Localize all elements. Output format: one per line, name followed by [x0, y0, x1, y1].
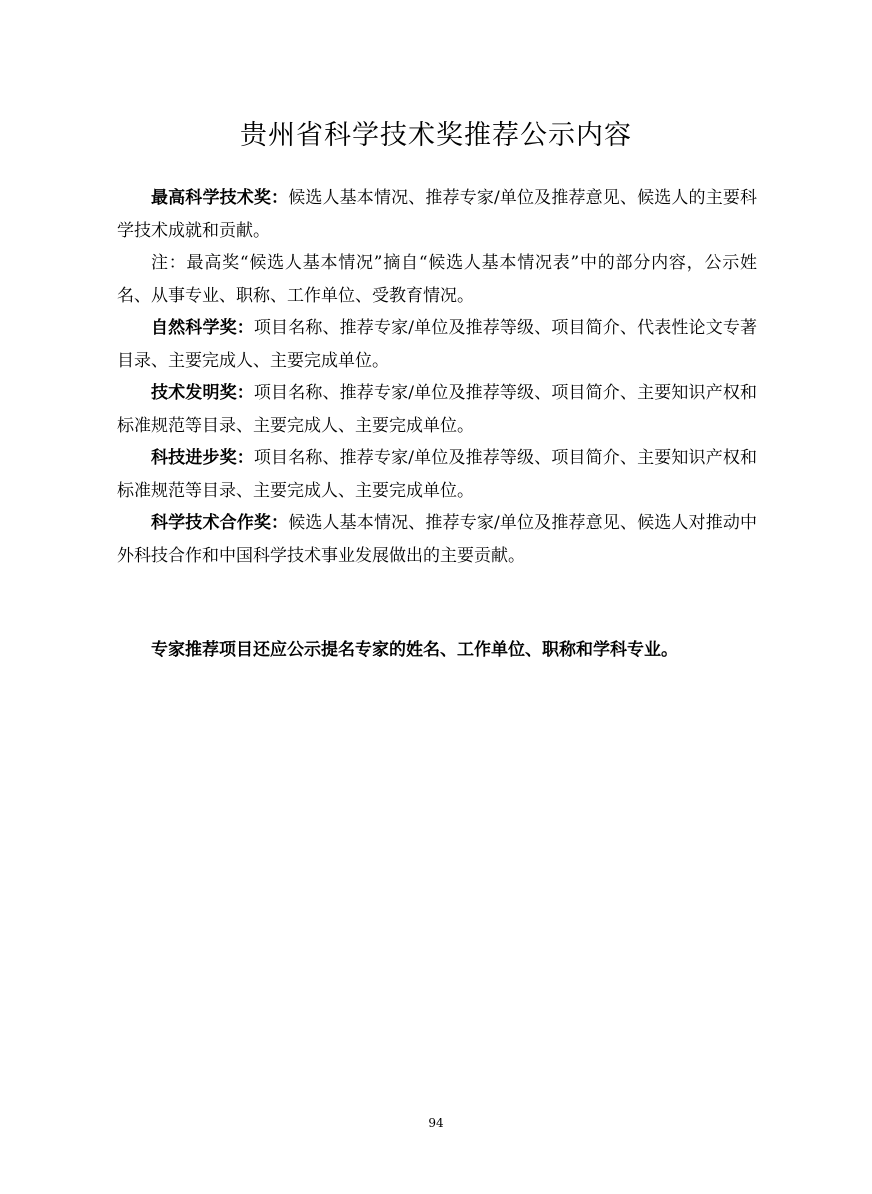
paragraph-term: 最高科学技术奖：: [151, 188, 289, 208]
document-body: [117, 182, 757, 572]
paragraph-text: 项目名称、推荐专家/单位及推荐等级、项目简介、主要知识产权和标准规范等目录、主要完成人、主要完成单位。: [117, 448, 757, 501]
paragraph-text: 项目名称、推荐专家/单位及推荐等级、项目简介、代表性论文专著目录、主要完成人、主要完成单位。: [117, 318, 757, 371]
paragraph-text: 候选人基本情况、推荐专家/单位及推荐意见、候选人对推动中外科技合作和中国科学技术事业发展做出的主要贡献。: [117, 513, 757, 566]
paragraph-natural-science-award: [117, 312, 757, 377]
paragraph-highest-award: [117, 182, 757, 247]
paragraph-text: 项目名称、推荐专家/单位及推荐等级、项目简介、主要知识产权和标准规范等目录、主要完成人、主要完成单位。: [117, 383, 757, 436]
paragraph-text: 候选人基本情况、推荐专家/单位及推荐意见、候选人的主要科学技术成就和贡献。: [117, 188, 757, 241]
paragraph-text: 注：最高奖“候选人基本情况”摘自“候选人基本情况表”中的部分内容，公示姓名、从事专业、职称、工作单位、受教育情况。: [117, 253, 757, 306]
page-title: 贵州省科学技术奖推荐公示内容: [240, 120, 632, 151]
page-number: 94: [428, 1116, 444, 1130]
paragraph-term: 技术发明奖：: [151, 383, 254, 403]
paragraph-technology-invention-award: [117, 377, 757, 442]
expert-recommendation-note: 专家推荐项目还应公示提名专家的姓名、工作单位、职称和学科专业。: [151, 640, 678, 660]
paragraph-term: 科技进步奖：: [151, 448, 254, 468]
paragraph-technology-progress-award: [117, 442, 757, 507]
paragraph-note: [117, 247, 757, 312]
paragraph-term: 科学技术合作奖：: [151, 513, 289, 533]
paragraph-cooperation-award: [117, 507, 757, 572]
paragraph-term: 自然科学奖：: [151, 318, 254, 338]
